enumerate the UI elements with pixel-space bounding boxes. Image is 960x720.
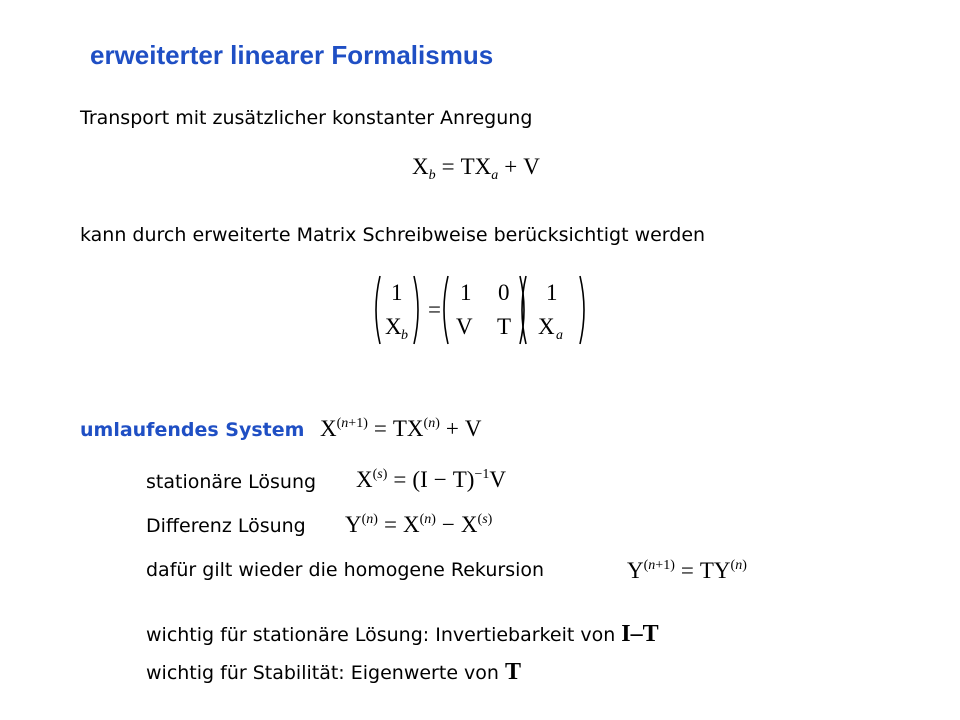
matrix-mid-12: 0 — [498, 280, 510, 305]
matrix-mid-22: T — [497, 314, 512, 339]
note-invertibility — [146, 621, 659, 648]
equation-difference: $Y^{(n)} = X^{(n)} - X^{(s)}$ — [345, 512, 493, 537]
matrix-lhs-bottom: X — [385, 314, 402, 339]
section-heading: umlaufendes System — [80, 419, 305, 441]
equation-homogeneous: $Y^{(n+1)} = TY^{(n)}$ — [627, 558, 747, 583]
matrix-rhs-bottom: X — [538, 314, 555, 339]
page-title: erweiterter linearer Formalismus — [90, 40, 494, 70]
matrix-text: kann durch erweiterte Matrix Schreibweise berücksichtigt werden — [80, 224, 706, 246]
matrix-rhs-top: 1 — [546, 280, 558, 305]
note-invertibility-text: wichtig für stationäre Lösung: Invertiebarkeit von — [146, 624, 616, 646]
matrix-lhs-sub: b — [401, 328, 408, 343]
intro-text: Transport mit zusätzlicher konstanter Anregung — [80, 107, 533, 129]
equation-recursion: $X^{(n+1)} = TX^{(n)} + V$ — [320, 416, 482, 441]
note-invertibility-math: I–T — [621, 621, 659, 647]
homogeneous-label: dafür gilt wieder die homogene Rekursion — [146, 559, 545, 581]
note-stability — [146, 659, 521, 686]
matrix-lhs-top: 1 — [391, 280, 403, 305]
equation-transport: $X_b = TX_a + V$ — [412, 154, 540, 183]
difference-label: Differenz Lösung — [146, 515, 306, 537]
stationary-label: stationäre Lösung — [146, 471, 317, 493]
note-stability-text: wichtig für Stabilität: Eigenwerte von — [146, 662, 499, 684]
matrix-rhs-sub: a — [556, 328, 563, 343]
matrix-equation — [370, 272, 590, 348]
matrix-mid-21: V — [456, 314, 473, 339]
note-stability-math: T — [505, 659, 522, 685]
equation-stationary: $X^{(s)} = (I - T)^{-1}V$ — [356, 467, 506, 492]
matrix-mid-11: 1 — [460, 280, 472, 305]
equals-sign: = — [428, 297, 441, 322]
